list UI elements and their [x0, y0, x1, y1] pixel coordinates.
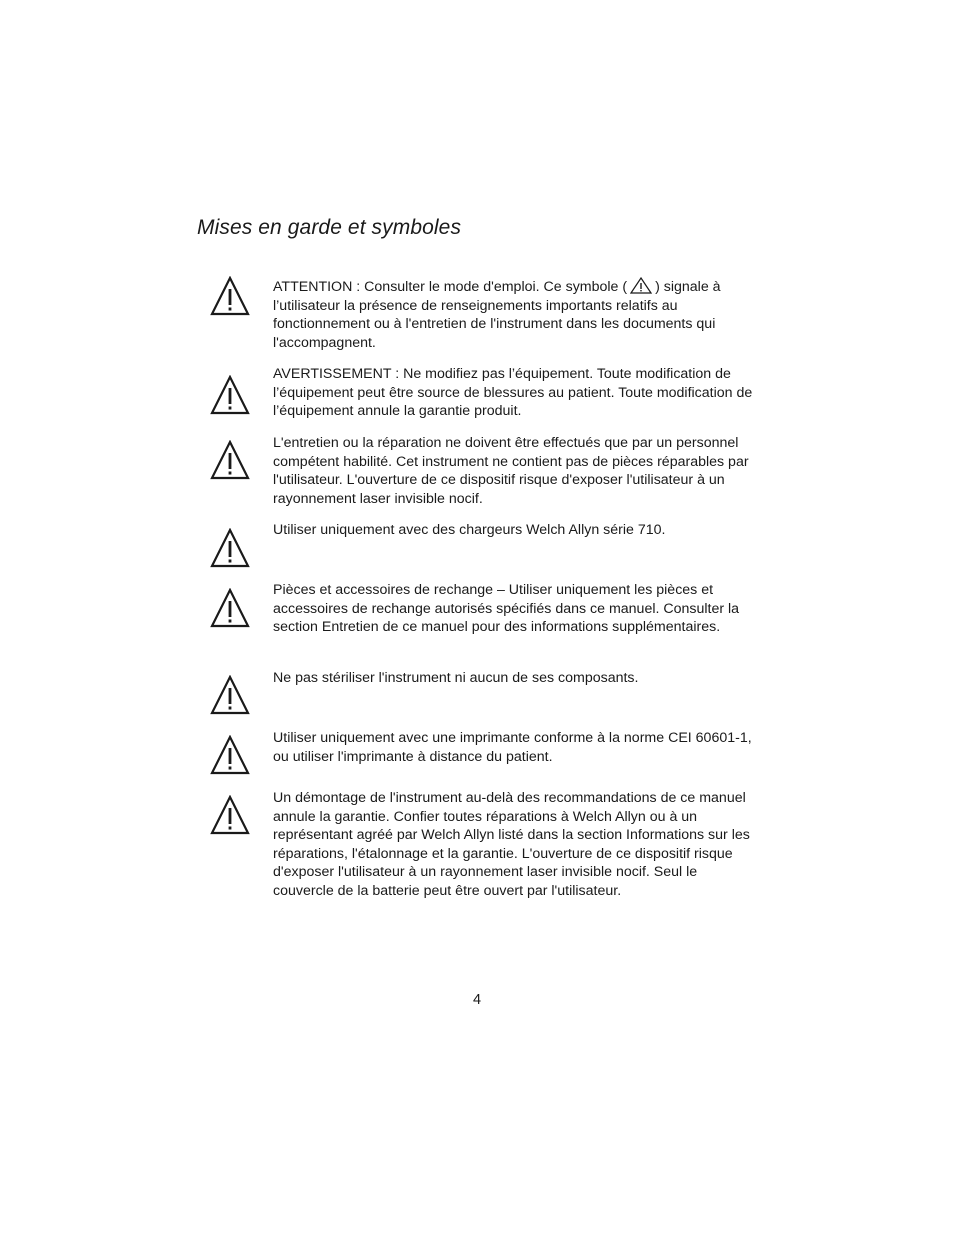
- warning-text: Utiliser uniquement avec une imprimante conforme à la norme CEI 60601-1, ou utiliser l'imprimante à distance du patient.: [273, 730, 752, 765]
- warning-text-part: ATTENTION : Consulter le mode d'emploi. Ce symbole (: [273, 279, 628, 295]
- warning-text: Utiliser uniquement avec des chargeurs Welch Allyn série 710.: [273, 522, 666, 538]
- warning-text: Pièces et accessoires de rechange – Utiliser uniquement les pièces et accessoires de rechange autorisés spécifiés dans ce manuel. Consulter la section Entretien de ce manuel pour des informations supplémentaires.: [273, 582, 740, 636]
- warning-triangle-icon: [210, 588, 250, 628]
- warning-triangle-icon: [210, 795, 250, 835]
- warning-text: [273, 277, 753, 352]
- page-number: 4: [472, 992, 482, 1008]
- warning-triangle-icon: [210, 276, 250, 316]
- warning-triangle-icon: [210, 735, 250, 775]
- warning-text-part: ) signale à l’utilisateur la présence de renseignements importants relatifs au fonctionnement ou à l'entretien de l'instrument dans les documents qui l'accompagnent.: [273, 279, 721, 351]
- warning-triangle-icon: [210, 375, 250, 415]
- warning-text: Un démontage de l'instrument au-delà des recommandations de ce manuel annule la garantie. Confier toutes réparations à Welch Allyn ou à un représentant agréé par Welch Allyn listé dans la section Informations sur les réparations, l'étalonnage et la garantie. L'ouverture de ce dispositif risque d'exposer l'utilisateur à un rayonnement laser invisible nocif. Seul le couvercle de la batterie peut être ouvert par l'utilisateur.: [273, 790, 750, 899]
- warning-text: AVERTISSEMENT : Ne modifiez pas l’équipement. Toute modification de l’équipement peut être source de blessures au patient. Toute modification de l’équipement annule la garantie produit.: [273, 366, 753, 420]
- warning-text: Ne pas stériliser l'instrument ni aucun de ses composants.: [273, 670, 639, 686]
- warning-triangle-icon: [210, 528, 250, 568]
- warning-triangle-icon: [210, 440, 250, 480]
- warning-text: L'entretien ou la réparation ne doivent être effectués que par un personnel compétent habilité. Cet instrument ne contient pas de pièces réparables par l'utilisateur. L'ouverture de ce dispositif risque d'exposer l'utilisateur à un rayonnement laser invisible nocif.: [273, 435, 749, 507]
- page-title: Mises en garde et symboles: [197, 216, 462, 239]
- warning-triangle-icon: [630, 277, 652, 294]
- warning-triangle-icon: [210, 675, 250, 715]
